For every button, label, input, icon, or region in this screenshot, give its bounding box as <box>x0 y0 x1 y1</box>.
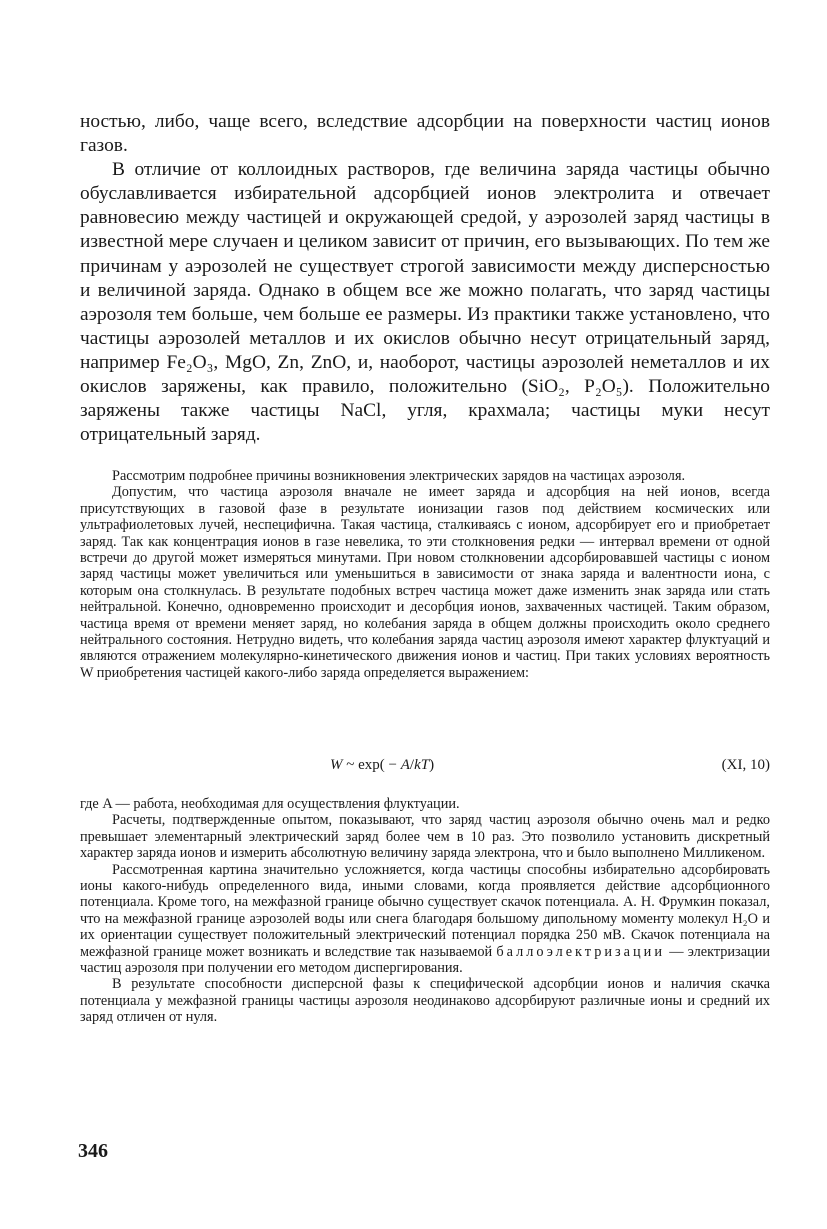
small-paragraph-6: В результате способности дисперсной фазы к специфической адсорбции ионов и наличия скачка потенциала у межфазной границы частицы аэрозоля неодинаково адсорбируют различные ионы и средний их заряд отличен от нуля. <box>80 976 770 1026</box>
small-paragraph-1: Рассмотрим подробнее причины возникновения электрических зарядов на частицах аэрозоля. <box>112 468 686 484</box>
small-paragraph-5-end: — электризации частиц аэрозоля при получении его методом диспергирования. <box>80 943 770 977</box>
balloelectrization-term: баллоэлектризации <box>496 943 665 960</box>
formula-kt: kT <box>414 757 430 773</box>
formula-close: ) <box>429 757 435 773</box>
intro-text <box>80 110 770 447</box>
page-number: 346 <box>78 1140 108 1162</box>
formula <box>330 757 434 774</box>
formula-slash: / <box>409 757 415 773</box>
intro-paragraph-2: В отличие от коллоидных растворов, где величина заряда частицы обычно обуславливается избирательной адсорбцией ионов электролита и отвечает равновесию между частицей и окружающей средой, у аэрозолей заряд частицы в известной мере случаен и целиком зависит от причин, его вызывающих. По тем же причинам у аэрозолей не существует строгой зависимости между дисперсностью и величиной заряда. Однако в общем все же можно полагать, что заряд частицы аэрозоля тем больше, чем больше ее размеры. Из практики также установлено, что частицы аэрозолей металлов и их окислов обычно несут отрицательный заряд, например Fe₂O₃, MgO, Zn, ZnO, и, наоборот, частицы аэрозолей неметаллов и их окислов заряжены, как правило, положительно (SiO₂, P₂O₅). Положительно заряжены также частицы NaCl, угля, крахмала; частицы муки несут отрицательный заряд. <box>80 159 770 446</box>
formula-line <box>80 757 770 777</box>
small-paragraph-5 <box>80 862 770 977</box>
small-print-text <box>80 468 770 681</box>
intro-paragraph-1: ностью, либо, чаще всего, вследствие адсорбции на поверхности частиц ионов газов. <box>80 111 770 157</box>
small-paragraph-4: Расчеты, подтвержденные опытом, показывают, что заряд частиц аэрозоля обычно очень мал и редко превышает элементарный электрический заряд более чем в 10 раз. Это позволило установить дискретный характер заряда ионов и измерить абсолютную величину заряда электрона, что и было выполнено Милликеном. <box>80 812 770 862</box>
formula-w: W <box>330 757 343 773</box>
small-paragraph-2: Допустим, что частица аэрозоля вначале не имеет заряда и адсорбция на ней ионов, всегда присутствующих в газовой фазе в результате ионизации газов под действием космических или ультрафиолетовых лучей, неспецифична. Такая частица, сталкиваясь с ионом, адсорбирует его и приобретает заряд. Так как концентрация ионов в газе невелика, то эти столкновения редки — интервал времени от одной встречи до другой может измеряться минутами. При новом столкновении адсорбировавшей частицы с ионом заряд частицы может увеличиться или уменьшиться в зависимости от знака заряда и валентности иона, с которым она столкнулась. В результате подобных встреч частица может даже изменить знак заряда или стать нейтральной. Конечно, одновременно происходит и десорбция ионов, захваченных частицей. Таким образом, частица время от времени меняет заряд, но колебания заряда в общем должны происходить около среднего нейтрального состояния. Нетрудно видеть, что колебания заряда частиц аэрозоля имеют характер флуктуаций и являются отражением молекулярно-кинетического движения ионов и частиц. При таких условиях вероятность W приобретения частицей какого-либо заряда определяется выражением: <box>80 484 770 681</box>
small-print-text-2 <box>80 796 770 1026</box>
formula-number: (XI, 10) <box>721 757 770 773</box>
formula-exp: ~ exp( − <box>342 757 401 773</box>
small-paragraph-3: где A — работа, необходимая для осуществления флуктуации. <box>80 796 460 812</box>
small-paragraph-5-start: Рассмотренная картина значительно усложняется, когда частицы способны избирательно адсорбировать ионы какого-нибудь определенного вида, иными словами, когда проявляется действие адсорбционного потенциала. Кроме того, на межфазной границе обычно существует скачок потенциала. А. Н. Фрумкин показал, что на межфазной границе аэрозолей воды или снега благодаря большому дипольному моменту молекул H₂O и их ориентации существует положительный электрический потенциал порядка 250 мВ. Скачок потенциала на межфазной границе может возникать и вследствие так называемой <box>80 861 770 960</box>
formula-a: A <box>400 757 410 773</box>
